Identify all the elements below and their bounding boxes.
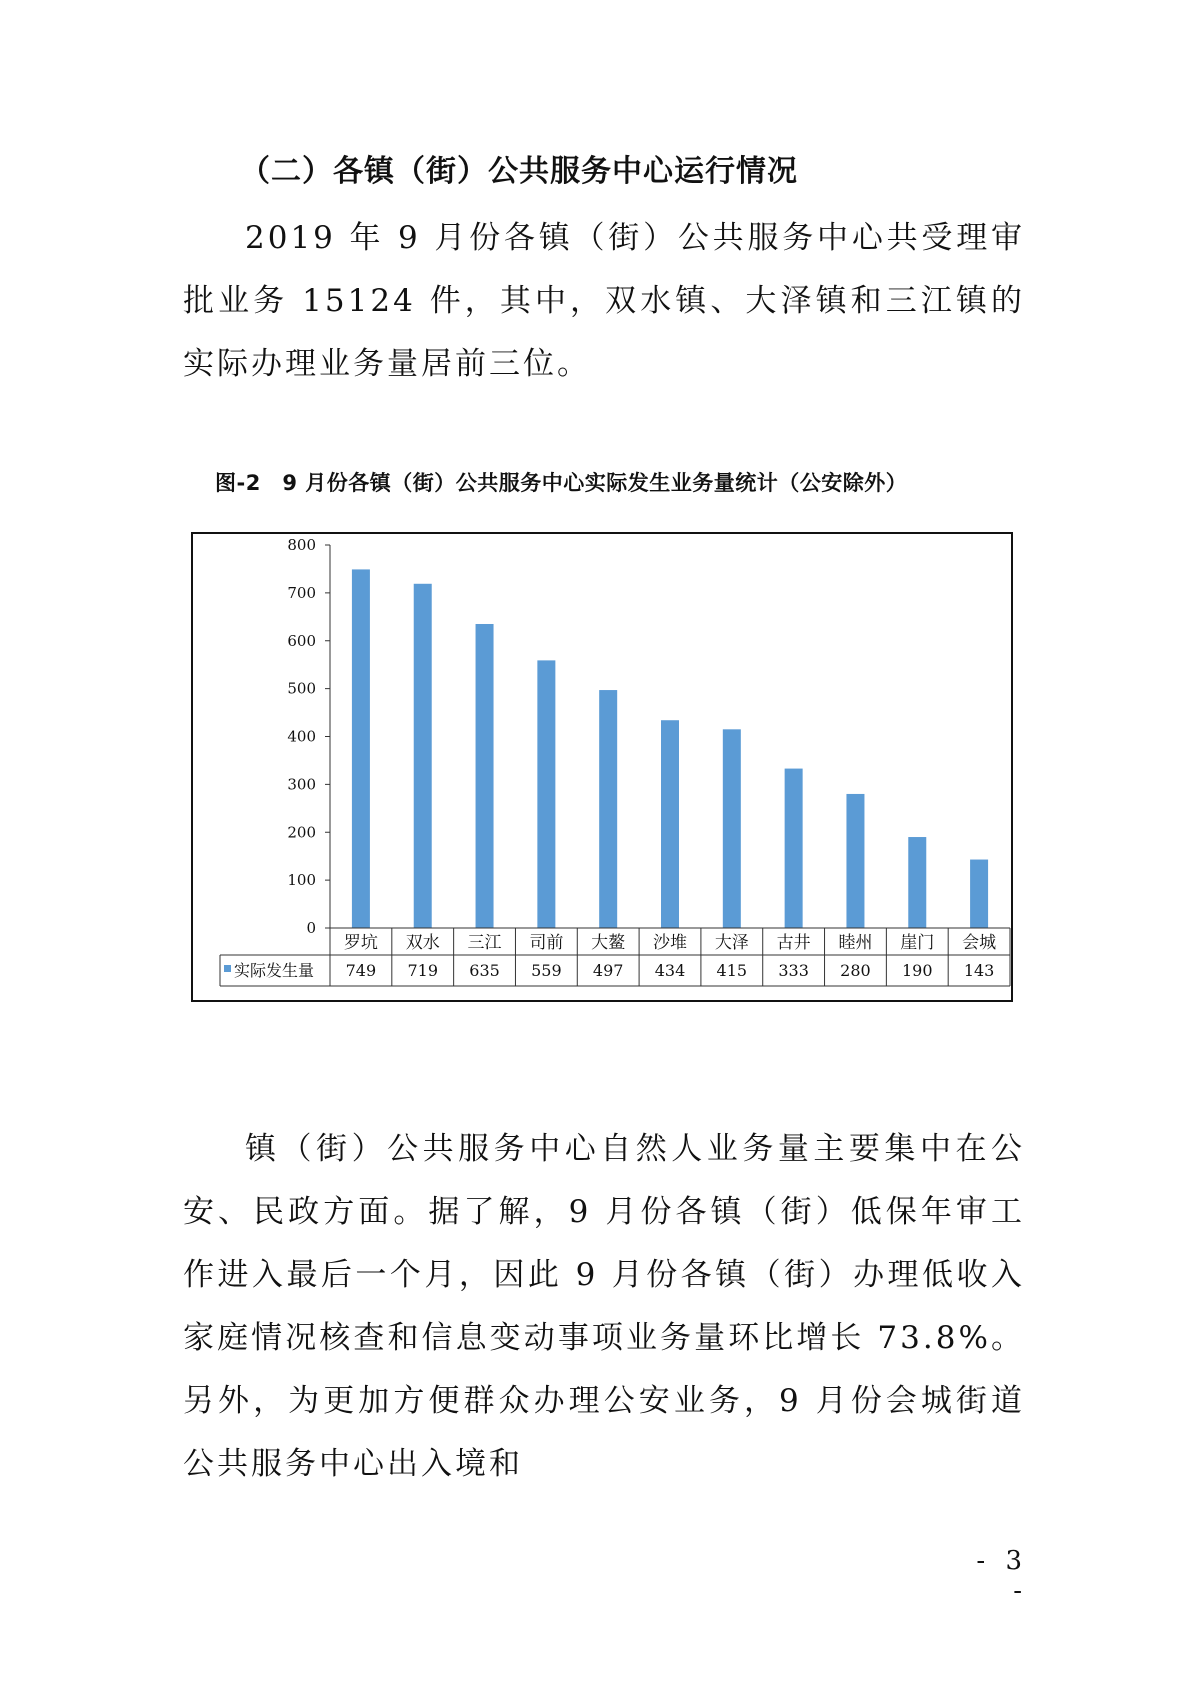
section-heading: （二）各镇（街）公共服务中心运行情况 bbox=[240, 154, 798, 189]
bar bbox=[599, 690, 617, 928]
paragraph-summary: 2019 年 9 月份各镇（街）公共服务中心共受理审批业务 15124 件，其中，双水镇、大泽镇和三江镇的实际办理业务量居前三位。 bbox=[183, 220, 1025, 382]
chart-canvas bbox=[193, 534, 1011, 1000]
data-label: 415 bbox=[716, 961, 748, 980]
category-label: 大鳌 bbox=[591, 933, 626, 953]
data-label: 280 bbox=[840, 961, 871, 980]
y-tick-label: 600 bbox=[287, 631, 316, 650]
bar bbox=[785, 769, 803, 928]
category-label: 睦州 bbox=[838, 933, 873, 953]
page-number: - 3 - bbox=[976, 1546, 1028, 1606]
category-label: 三江 bbox=[467, 933, 502, 953]
data-label: 143 bbox=[963, 961, 995, 980]
bar bbox=[537, 660, 555, 928]
y-tick-label: 300 bbox=[287, 775, 316, 794]
category-label: 罗坑 bbox=[343, 933, 378, 953]
data-label: 333 bbox=[778, 961, 809, 980]
paragraph-details: 镇（街）公共服务中心自然人业务量主要集中在公安、民政方面。据了解，9 月份各镇（街）低保年审工作进入最后一个月，因此 9 月份各镇（街）办理低收入家庭情况核查和信息变动事项业务量环比增长 73.8%。另外，为更加方便群众办理公安业务，9 月份会城街道公共服务中心出入境和 bbox=[183, 1131, 1025, 1482]
bar bbox=[414, 584, 432, 928]
y-tick-label: 500 bbox=[287, 679, 316, 698]
y-tick-label: 100 bbox=[287, 871, 316, 890]
y-tick-label: 700 bbox=[287, 583, 316, 602]
bar bbox=[908, 837, 926, 928]
y-tick-label: 0 bbox=[306, 919, 316, 937]
bar bbox=[661, 720, 679, 928]
data-label: 434 bbox=[654, 961, 686, 980]
category-label: 双水 bbox=[405, 933, 440, 953]
figure-caption: 图-2 9 月份各镇（街）公共服务中心实际发生业务量统计（公安除外） bbox=[215, 471, 908, 495]
category-label: 大泽 bbox=[714, 933, 749, 953]
y-tick-label: 800 bbox=[287, 536, 316, 554]
data-label: 497 bbox=[592, 961, 624, 980]
data-label: 190 bbox=[901, 961, 933, 980]
category-label: 会城 bbox=[962, 933, 997, 953]
bar bbox=[970, 860, 988, 928]
legend-label: 实际发生量 bbox=[234, 961, 315, 980]
category-label: 司前 bbox=[529, 933, 564, 953]
bar bbox=[723, 729, 741, 928]
category-label: 崖门 bbox=[900, 933, 935, 953]
bar bbox=[476, 624, 494, 928]
legend-swatch bbox=[224, 965, 231, 972]
data-label: 719 bbox=[407, 961, 439, 980]
data-label: 749 bbox=[345, 961, 377, 980]
bar-chart bbox=[191, 532, 1013, 1002]
y-tick-label: 200 bbox=[287, 823, 316, 842]
bar bbox=[846, 794, 864, 928]
bar bbox=[352, 569, 370, 928]
category-label: 古井 bbox=[776, 933, 811, 953]
data-label: 635 bbox=[469, 961, 500, 980]
data-label: 559 bbox=[531, 961, 562, 980]
category-label: 沙堆 bbox=[653, 933, 687, 953]
y-tick-label: 400 bbox=[287, 727, 316, 746]
